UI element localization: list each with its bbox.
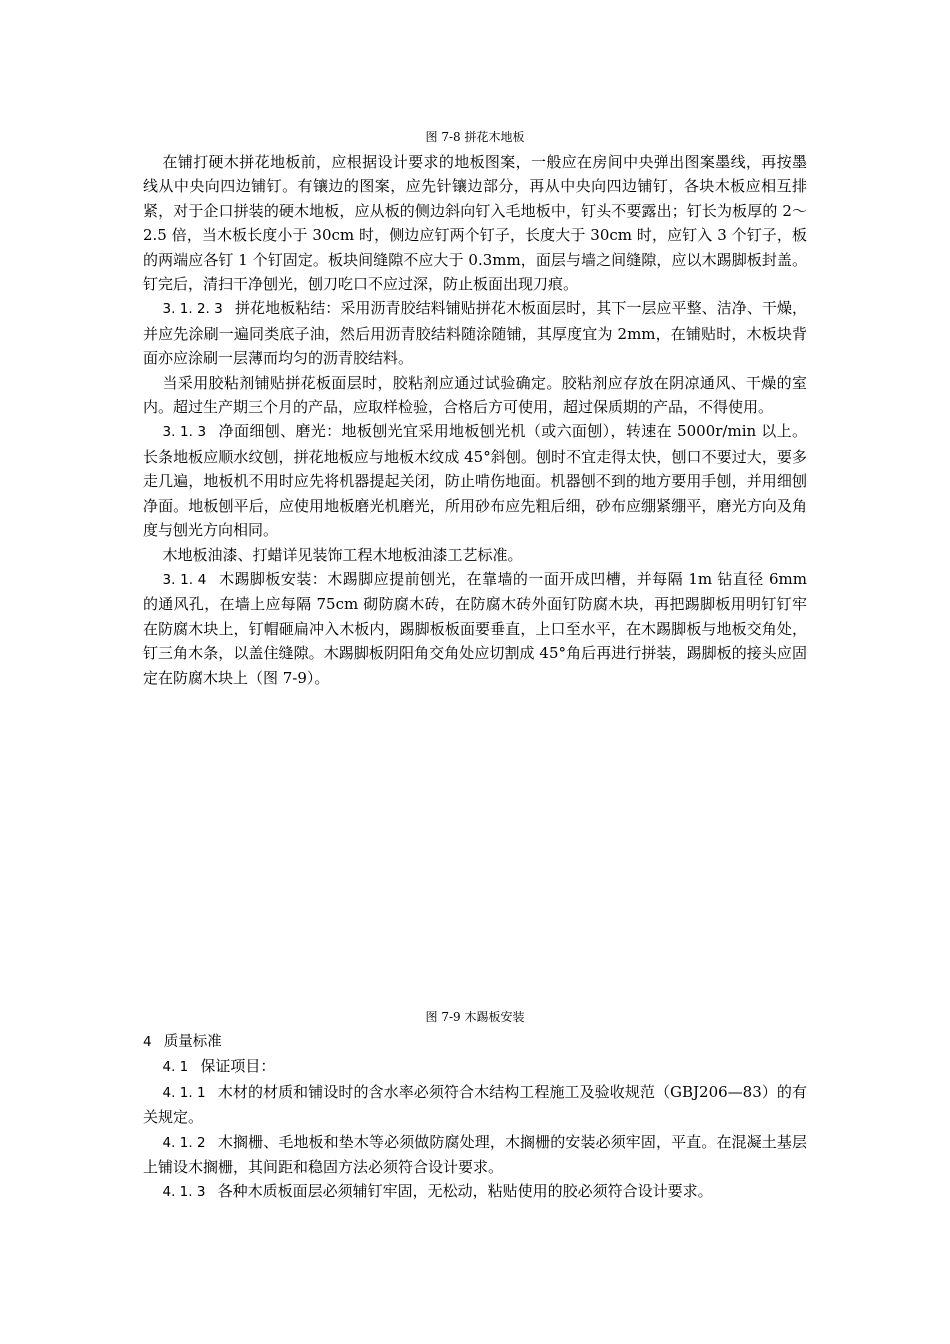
paragraph-parquet-nailing: 在铺打硬木拼花地板前，应根据设计要求的地板图案，一般应在房间中央弹出图案墨线，再按墨线从中央向四边铺钉。有镶边的图案，应先针镶边部分，再从中央向四边铺钉，各块木板应相互排紧，对于企口拼装的硬木地板，应从板的侧边斜向钉入毛地板中，钉头不要露出；钉长为板厚的 2～2.5 倍，当木板长度小于 30cm 时，侧边应钉两个钉子，长度大于 30cm 时，应钉入 3 个钉子，板的两端应各钉 1 个钉固定。板块间缝隙不应大于 0.3mm，面层与墙之间缝隙，应以木踢脚板封盖。钉完后，清扫干净刨光，刨刀吃口不应过深，防止板面出现刀痕。 <box>143 153 807 294</box>
clause-number: 4. 1. 3 <box>162 1184 206 1201</box>
paragraph-4-1-1 <box>143 1080 807 1130</box>
figure-7-8-caption: 图 7-8 拼花木地板 <box>425 130 525 144</box>
clause-text: 木材的材质和铺设时的含水率必须符合木结构工程施工及验收规范（GBJ206—83）的有关规定。 <box>143 1082 807 1127</box>
paragraph-3-1-3 <box>143 419 807 542</box>
paragraph-4-1 <box>143 1054 807 1079</box>
section-number: 4 <box>143 1034 152 1050</box>
clause-text: 木踢脚板安装：木踢脚应提前刨光，在靠墙的一面开成凹槽，并每隔 1m 钻直径 6mm 的通风孔，在墙上应每隔 75cm 砌防腐木砖，在防腐木砖外面钉防腐木块，再把踢脚板用明钉钉牢在防腐木块上，钉帽砸扁冲入木板内，踢脚板板面要垂直，上口至水平，在木踢脚板与地板交角处，钉三角木条，以盖住缝隙。木踢脚板阴阳角交角处应切割成 45°角后再进行拼装，踢脚板的接头应固定在防腐木块上（图 7-9）。 <box>143 569 807 687</box>
clause-text: 各种木质板面层必须辅钉牢固，无松动，粘贴使用的胶必须符合设计要求。 <box>217 1182 713 1201</box>
paragraph-4-1-2 <box>143 1130 807 1180</box>
clause-number: 3. 1. 3 <box>162 424 207 441</box>
paragraph-adhesive: 当采用胶粘剂铺贴拼花板面层时，胶粘剂应通过试验确定。胶粘剂应存放在阴凉通风、干燥的室内。超过生产期三个月的产品，应取样检验，合格后方可使用，超过保质期的产品，不得使用。 <box>143 373 807 417</box>
paragraph-varnish: 木地板油漆、打蜡详见装饰工程木地板油漆工艺标准。 <box>162 545 523 564</box>
paragraph-3-1-2-3 <box>143 296 807 370</box>
figure-7-9-caption: 图 7-9 木踢板安装 <box>425 1010 525 1024</box>
clause-text: 拼花地板粘结：采用沥青胶结料铺贴拼花木板面层时，其下一层应平整、洁净、干燥，并应先涂刷一遍同类底子油，然后用沥青胶结料随涂随铺，其厚度宜为 2mm，在铺贴时，木板块背面亦应涂刷一层薄而均匀的沥青胶结料。 <box>143 299 807 368</box>
clause-number: 3. 1. 4 <box>162 571 207 588</box>
section-3-text <box>143 150 807 690</box>
clause-number: 4. 1. 1 <box>162 1084 206 1101</box>
clause-number: 4. 1. 2 <box>162 1134 206 1151</box>
paragraph-3-1-4 <box>143 567 807 690</box>
clause-text: 木搁栅、毛地板和垫木等必须做防腐处理，木搁栅的安装必须牢固，平直。在混凝土基层上铺设木搁栅，其间距和稳固方法必须符合设计要求。 <box>143 1132 807 1177</box>
section-heading-quality-standard <box>143 1030 807 1054</box>
clause-text: 保证项目： <box>200 1057 276 1076</box>
clause-text: 净面细刨、磨光：地板刨光宜采用地板刨光机（或六面刨），转速在 5000r/min 以上。长条地板应顺水纹刨，拼花地板应与地板木纹成 45°斜刨。刨时不宜走得太快，刨口不要过大，要多走几遍，地板机不用时应先将机器提起关闭，防止啃伤地面。机器刨不到的地方要用手刨，并用细刨净面。地板刨平后，应使用地板磨光机磨光，所用砂布应先粗后细，砂布应绷紧绷平，磨光方向及角度与刨光方向相同。 <box>143 422 807 540</box>
section-4-text <box>143 1030 807 1205</box>
clause-number: 3. 1. 2. 3 <box>162 301 223 318</box>
section-title: 质量标准 <box>163 1034 222 1050</box>
clause-number: 4. 1 <box>162 1059 189 1076</box>
paragraph-4-1-3 <box>143 1179 807 1204</box>
